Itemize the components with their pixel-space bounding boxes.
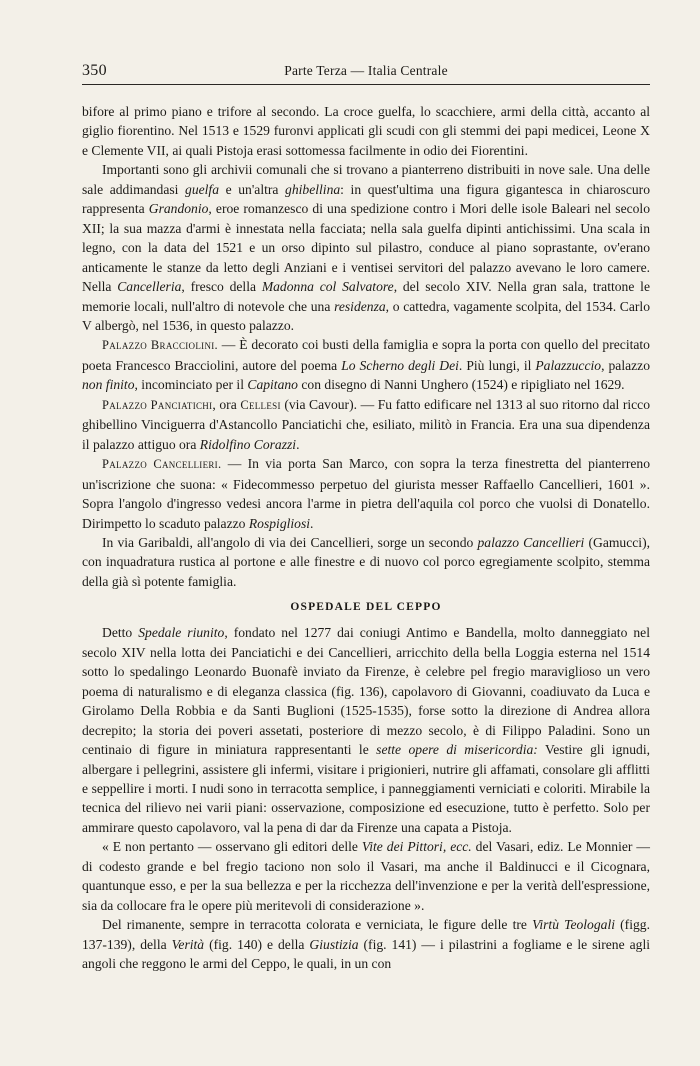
page-number: 350 [82,62,107,79]
body-text [82,102,650,973]
text-run: Vestire gli ignudi, albergare i pellegrini, assistere gli infermi, visitare i prigionieri, nutrire gli affamati, consolare gli afflitti e seppellire i morti. I nudi sono in terracotta semplice, i panneggiamenti verniciati e coloriti. Mirabile la tecnica del rilievo nei varii piani: osservazione, composizione ed esecuzione, tutto è perfetto. Solo per ammirare questo capolavoro, val la pena di dar da Firenze una capata a Pistoja. [82,742,650,835]
text-run: (fig. 140) e della [204,936,310,952]
text-run: — In via porta San Marco, con sopra la terza finestretta del pianterreno un'iscrizione che suona: « Fidecommesso perpetuo del giurista messer Raffaello Cancellieri, 1601 ». Sopra l'angolo d'ingresso vedesi ancora l'arme in pietra dell'aquila col porco che vuolsi di Donatello. Dirimpetto lo scaduto palazzo [82,456,650,531]
text-run: , fondato nel 1277 dai coniugi Antimo e Bandella, molto danneggiato nel secolo XIV nella lotta dei Panciatichi e dei Cancellieri, arricchito della bella Loggia esterna nel 1514 sotto lo spedalingo Leonardo Buonafè inviato da Firenze, è celebre pel fregio maraviglioso un vero poema di naturalismo e di eleganza classica (fig. 136), capolavoro di Giovanni, coadiuvato da Luca e Girolamo Della Robbia e da Santi Buglioni (1525-1535), forse sotto la direzione di Andrea allora decrepito; la storia dei poveri assetati, posteriore di mezzo secolo, è di Filippo Paladini. Sono un centinaio di figure in miniatura rappresentanti le [82,625,650,758]
text-run: Del rimanente, sempre in terracotta colorata e verniciata, le figure delle tre [102,917,533,933]
paragraph-palazzo-comunale-end [82,102,650,160]
italic-term: guelfa [185,181,220,197]
text-run: , incominciato per il [134,377,248,393]
italic-term: Giustizia [309,936,359,952]
italic-term: Virtù Teologali [532,917,616,933]
text-run: : in quest'ultima una figura gigantesca in chiaroscuro rappresenta [82,181,650,217]
text-run: . Più lungi, il [458,357,536,373]
paragraph-via-garibaldi [82,533,650,591]
text-run: , fresco della [181,279,262,295]
text-run: del Vasari, ediz. Le Monnier — di codesto grande e bel fregio taciono non solo il Vasari, ma anche il Baldinucci e il Cicognara, quantunque esso, e per la sua bellezza e per la ricchezza dell'invenzione e per la verità dell'espressione, sia da collocare fra le opere più meritevoli di considerazione ». [82,839,650,913]
text-run: Detto [102,625,139,641]
italic-term: Verità [171,936,205,952]
italic-term: Cancelleria [117,279,182,295]
italic-term: Rospigliosi [248,515,311,531]
text-run: con disegno di Nanni Unghero (1524) e ripigliato nel 1629. [297,377,625,393]
text-run: , palazzo [601,357,650,373]
paragraph-archivi-comunali [82,160,650,335]
italic-term: Lo Scherno degli Dei [341,357,459,373]
text-run: , eroe romanzesco di una spedizione contro i Mori delle isole Baleari nel secolo XII; la sua mazza d'armi è innestata nella facciata; nella sala guelfa dipinti antichissimi. Una scala in legno, con la data del 1521 e un orso dipinto sul pilastro, conduce al piano soprastante, ov'erano anticamente le stanze da letto degli Anziani e i ventisei servitori del palazzo avevano le loro camere. Nella [82,201,651,295]
italic-term: Capitano [247,377,298,393]
text-run: (figg. 137-139), della [82,917,650,952]
italic-term: Grandonio [148,201,209,217]
text-run: In via Garibaldi, all'angolo di via dei Cancellieri, sorge un secondo [102,534,478,550]
paragraph-palazzo-bracciolini [82,335,650,394]
text-run: , o cattedra, vagamente scolpita, del 1534. Carlo V albergò, nel 1536, in questo palazzo. [82,298,650,333]
italic-term: palazzo Cancellieri [477,534,585,550]
text-run: , ora [212,396,241,412]
paragraph-quotation-editori [82,837,650,915]
paragraph-ospedale-del-ceppo [82,623,650,837]
text-run: (via Cavour). — Fu fatto edificare nel 1313 al suo ritorno dal ricco ghibellino Vinciguerra d'Astancollo Panciatichi che, esiliato, militò in Francia. Era una sua dipendenza il palazzo attiguo ora [82,396,651,452]
italic-term: ghibellina [285,181,341,197]
paragraph-palazzo-cancellieri [82,454,650,533]
text-run: , del secolo XIV. Nella gran sala, trattone le memorie locali, null'altro di notevole che una [82,279,650,314]
italic-term: Palazzuccio [535,357,602,373]
entry-heading: Palazzo Bracciolini. [102,338,218,353]
entry-heading: Palazzo Cancellieri. [102,457,222,472]
entry-heading: Palazzo Panciatichi [102,397,213,412]
text-run: (fig. 141) — i pilastrini a fogliame e le sirene agli angoli che reggono le armi del Ceppo, le quali, in un con [82,936,651,972]
italic-term: residenza [334,298,386,314]
text-run: « E non pertanto — osservano gli editori delle [102,839,362,855]
page-header [82,62,650,85]
text-run: . [296,436,300,452]
paragraph-palazzo-panciatichi [82,395,650,454]
italic-term: non finito [82,377,135,393]
text-run: . [310,515,314,531]
italic-term: Madonna col Salvatore [261,279,394,295]
paragraph-virtu-teologali [82,915,650,973]
italic-term: Ridolfino Corazzi [199,436,297,452]
text-run: (Gamucci), con inquadratura rustica al portone e alle finestre e di nuovo col porco egregiamente scolpito, stemma della già sì potente famiglia. [82,534,650,589]
entry-heading-secondary: Cellesi [240,397,281,412]
running-head: Parte Terza — Italia Centrale [284,63,448,78]
text-run: e un'altra [219,181,286,197]
text-run: bifore al primo piano e trifore al secondo. La croce guelfa, lo scacchiere, armi della città, accanto al giglio fiorentino. Nel 1513 e 1529 furonvi applicati gli scudi con gli stemmi dei papi medicei, Leone X e Clemente VII, ai quali Pistoja erasi sottomessa facilmente in odio dei Fiorentini. [82,104,650,158]
section-title: OSPEDALE DEL CEPPO [290,601,442,614]
italic-term: Spedale riunito [138,625,225,641]
text-run: Importanti sono gli archivii comunali che si trovano a pianterreno distribuiti in nove sale. Una delle sale addimandasi [82,162,650,197]
italic-term: sette opere di misericordia: [376,742,538,758]
italic-term: Vite dei Pittori, ecc. [361,839,472,855]
text-run: — È decorato coi busti della famiglia e sopra la porta con quello del precitato poeta Francesco Bracciolini, autore del poema [82,337,650,373]
